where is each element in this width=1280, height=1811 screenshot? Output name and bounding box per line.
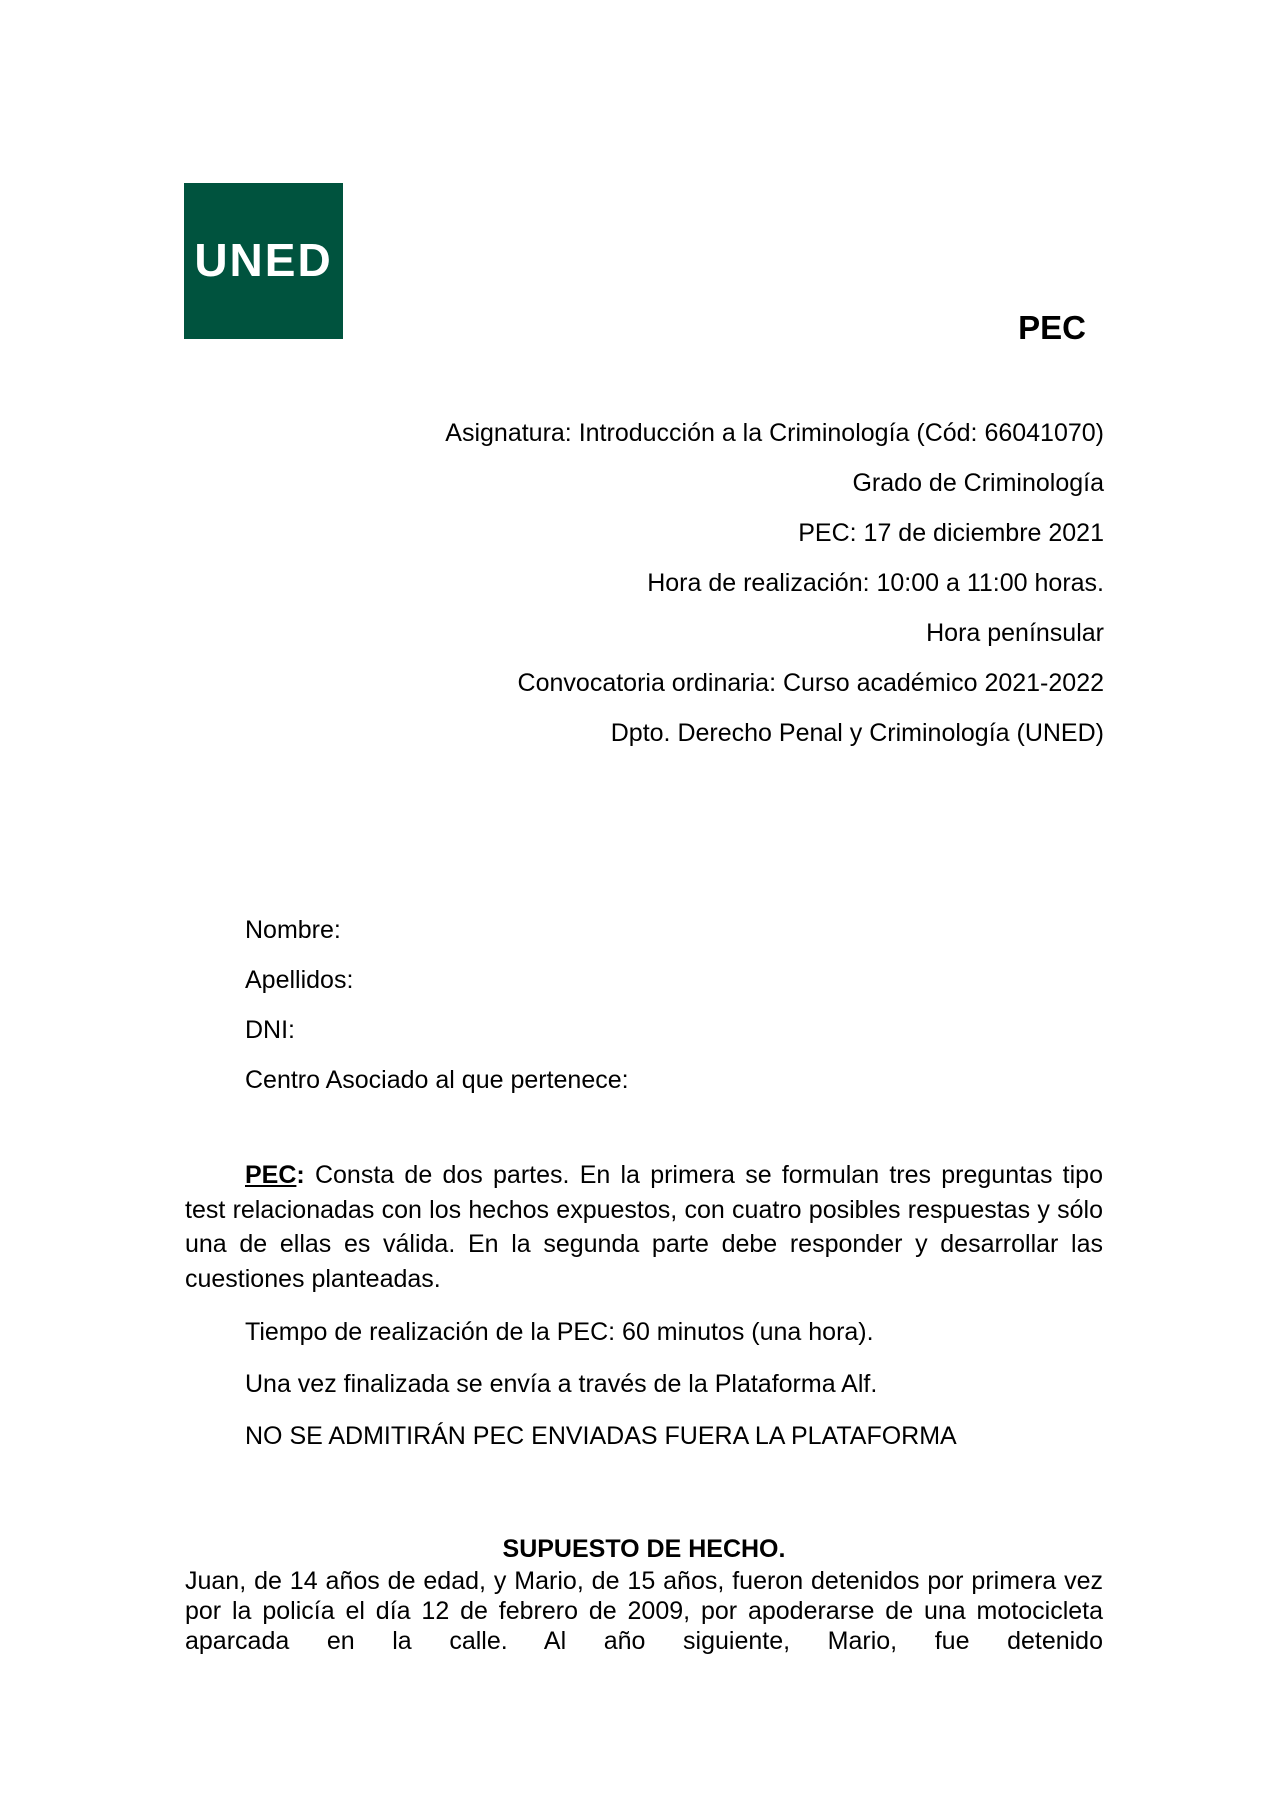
case-title: SUPUESTO DE HECHO. — [502, 1535, 786, 1563]
name-field-label: Nombre: — [245, 916, 341, 944]
id-field-label: DNI: — [245, 1016, 295, 1044]
instructions-text: Consta de dos partes. En la primera se formulan tres preguntas tipo test relacionadas con los hechos expuestos, con cuatro posibles respuestas y sólo una de ellas es válida. En la segunda parte debe responder y desarrollar las cuestiones planteadas. — [185, 1161, 1103, 1293]
surname-field-label: Apellidos: — [245, 966, 354, 994]
student-fields — [245, 910, 629, 1110]
uned-logo-graphic — [184, 183, 343, 339]
uned-logo — [184, 183, 343, 339]
submit-note: Una vez finalizada se envía a través de la Plataforma Alf. — [245, 1370, 878, 1398]
course-info — [204, 413, 1104, 763]
session-line: Convocatoria ordinaria: Curso académico 2021-2022 — [517, 669, 1104, 697]
center-field-label: Centro Asociado al que pertenece: — [245, 1066, 629, 1094]
case-text: Juan, de 14 años de edad, y Mario, de 15 años, fueron detenidos por primera vez por la policía el día 12 de febrero de 2009, por apoderarse de una motocicleta aparcada en la calle. Al año siguiente, Mario, fue detenido — [185, 1567, 1103, 1655]
timezone-line: Hora penínsular — [926, 619, 1104, 647]
logo-wordmark: UNED — [194, 234, 333, 286]
time-line: Hora de realización: 10:00 a 11:00 horas. — [647, 569, 1104, 597]
instructions-label-colon: : — [296, 1161, 305, 1189]
warning-note: NO SE ADMITIRÁN PEC ENVIADAS FUERA LA PLATAFORMA — [245, 1422, 957, 1450]
instructions-label-text: PEC — [245, 1161, 297, 1189]
document-title: PEC — [1018, 309, 1086, 346]
instructions-paragraph — [185, 1158, 1103, 1296]
subject-line: Asignatura: Introducción a la Criminología (Cód: 66041070) — [445, 419, 1104, 447]
department-line: Dpto. Derecho Penal y Criminología (UNED) — [610, 719, 1104, 747]
exam-notes — [245, 1312, 957, 1468]
degree-line: Grado de Criminología — [852, 469, 1104, 497]
date-line: PEC: 17 de diciembre 2021 — [798, 519, 1104, 547]
time-note: Tiempo de realización de la PEC: 60 minutos (una hora). — [245, 1318, 874, 1346]
instructions-label — [245, 1161, 305, 1189]
